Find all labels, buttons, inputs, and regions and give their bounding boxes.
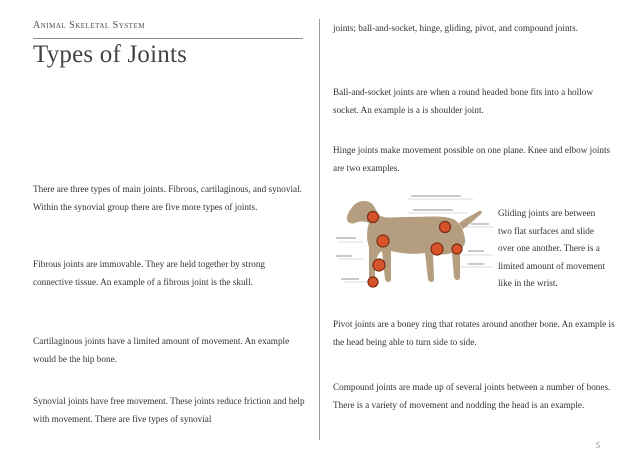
joint-marker-shoulder bbox=[377, 235, 389, 247]
joint-marker-elbow bbox=[373, 259, 385, 271]
paragraph-synovial: Synovial joints have free movement. These joints reduce friction and help with movement. There are five types of synovial bbox=[33, 396, 305, 424]
joint-marker-hock bbox=[452, 244, 462, 254]
joint-marker-hip bbox=[440, 222, 451, 233]
column-divider bbox=[319, 19, 320, 440]
paragraph-cartilaginous: Cartilaginous joints have a limited amount of movement. An example would be the hip bone. bbox=[33, 336, 290, 364]
dog-tail bbox=[459, 211, 482, 229]
paragraph-hinge: Hinge joints make movement possible on one plane. Knee and elbow joints are two examples. bbox=[333, 145, 611, 173]
paragraph-main-types: There are three types of main joints. Fibrous, cartilaginous, and synovial. Within the synovial group there are five more types of joints. bbox=[33, 184, 302, 212]
paragraph-compound: Compound joints are made up of several joints between a number of bones. There is a variety of movement and nodding the head is an example. bbox=[333, 382, 611, 410]
dog-joints-figure bbox=[333, 187, 493, 297]
joint-marker-stifle bbox=[431, 243, 443, 255]
section-label: Animal Skeletal System bbox=[33, 20, 145, 31]
joint-marker-front-paw bbox=[368, 277, 378, 287]
paragraph-synovial-continued: joints; ball-and-socket, hinge, gliding, pivot, and compound joints. bbox=[333, 23, 578, 33]
paragraph-fibrous: Fibrous joints are immovable. They are held together by strong connective tissue. An example of a fibrous joint is the skull. bbox=[33, 259, 266, 287]
dog-joints-illustration-icon bbox=[333, 187, 493, 297]
paragraph-ball-and-socket: Ball-and-socket joints are when a round headed bone fits into a hollow socket. An example is a is shoulder joint. bbox=[333, 87, 593, 115]
paragraph-gliding: Gliding joints are between two flat surfaces and slide over one another. There is a limited amount of movement like in the wrist. bbox=[498, 208, 605, 288]
page-number: 5 bbox=[596, 441, 600, 450]
paragraph-pivot: Pivot joints are a boney ring that rotates around another bone. An example is the head being able to turn side to side. bbox=[333, 319, 615, 347]
joint-marker-neck bbox=[368, 212, 379, 223]
page-title: Types of Joints bbox=[33, 41, 188, 68]
header-rule bbox=[33, 38, 303, 39]
